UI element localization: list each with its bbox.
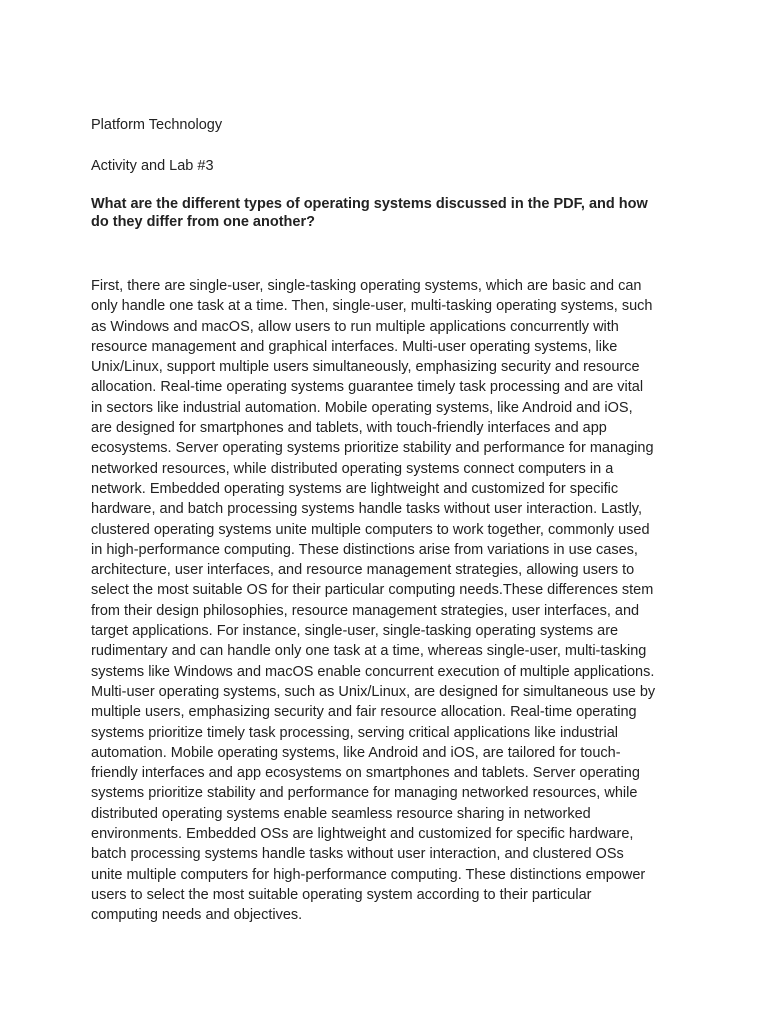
answer-line: architecture, user interfaces, and resource management strategies, allowing users to — [91, 562, 635, 579]
answer-line: target applications. For instance, single-user, single-tasking operating systems are — [91, 623, 619, 640]
answer-line: hardware, and batch processing systems handle tasks without user interaction. Lastly, — [91, 501, 643, 518]
question-line: do they differ from one another? — [91, 214, 315, 230]
answer-line: Unix/Linux, support multiple users simultaneously, emphasizing security and resource — [91, 359, 640, 376]
answer-line: First, there are single-user, single-tasking operating systems, which are basic and can — [91, 278, 642, 294]
answer-line: networked resources, while distributed operating systems connect computers in a — [91, 460, 614, 477]
answer-line: as Windows and macOS, allow users to run multiple applications concurrently with — [91, 318, 619, 335]
answer-line: resource management and graphical interfaces. Multi-user operating systems, like — [91, 338, 618, 355]
answer-line: clustered operating systems unite multiple computers to work together, commonly used — [91, 521, 650, 538]
answer-line: users to select the most suitable operating system according to their particular — [91, 886, 592, 903]
answer-line: allocation. Real-time operating systems guarantee timely task processing and are vital — [91, 379, 644, 396]
answer-line: select the most suitable OS for their particular computing needs.These differences stem — [91, 582, 654, 599]
answer-paragraph — [91, 276, 691, 926]
question-line: What are the different types of operating systems discussed in the PDF, and how — [91, 196, 648, 212]
answer-line: in high-performance computing. These distinctions arise from variations in use cases, — [91, 541, 638, 558]
answer-line: are designed for smartphones and tablets, with touch-friendly interfaces and app — [91, 420, 607, 437]
answer-line: network. Embedded operating systems are lightweight and customized for specific — [91, 480, 619, 497]
answer-line: systems prioritize timely task processing, serving critical applications like industrial — [91, 724, 619, 741]
answer-line: unite multiple computers for high-performance computing. These distinctions empower — [91, 866, 646, 883]
answer-line: in sectors like industrial automation. Mobile operating systems, like Android and iOS, — [91, 399, 633, 416]
answer-line: systems prioritize stability and performance for managing networked resources, while — [91, 785, 638, 802]
answer-line: environments. Embedded OSs are lightweight and customized for specific hardware, — [91, 826, 634, 843]
answer-line: ecosystems. Server operating systems prioritize stability and performance for managing — [91, 440, 654, 457]
question-text — [91, 195, 691, 231]
answer-line: only handle one task at a time. Then, single-user, multi-tasking operating systems, such — [91, 298, 653, 315]
answer-line: systems like Windows and macOS enable concurrent execution of multiple applications. — [91, 663, 655, 680]
answer-line: computing needs and objectives. — [91, 907, 303, 924]
answer-line: automation. Mobile operating systems, like Android and iOS, are tailored for touch- — [91, 744, 621, 761]
answer-line: multiple users, emphasizing security and fair resource allocation. Real-time operating — [91, 704, 637, 721]
answer-line: friendly interfaces and app ecosystems on smartphones and tablets. Server operating — [91, 765, 640, 782]
answer-line: Multi-user operating systems, such as Unix/Linux, are designed for simultaneous use by — [91, 683, 656, 700]
answer-line: from their design philosophies, resource management strategies, user interfaces, and — [91, 602, 640, 619]
document-subtitle: Activity and Lab #3 — [91, 158, 214, 174]
answer-line: distributed operating systems enable seamless resource sharing in networked — [91, 805, 591, 822]
document-title: Platform Technology — [91, 117, 223, 133]
answer-line: batch processing systems handle tasks without user interaction, and clustered OSs — [91, 846, 624, 863]
answer-line: rudimentary and can handle only one task at a time, whereas single-user, multi-tasking — [91, 643, 647, 660]
